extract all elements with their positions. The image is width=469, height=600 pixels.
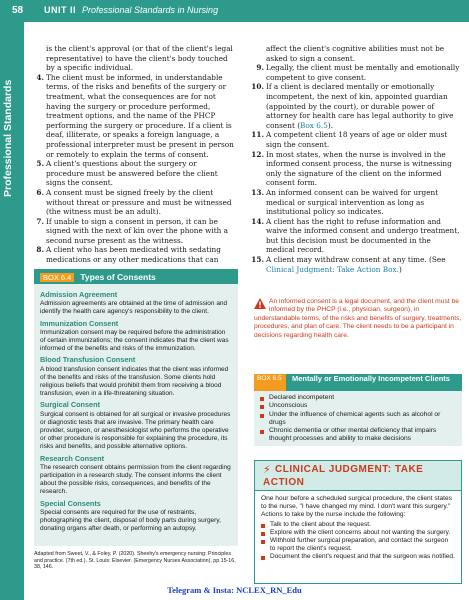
section-text: Surgical consent is obtained for all surgical or invasive procedures or diagnostic tests that are invasive. The primary health care provider, surgeon, or anesthesiologist who performs the operative or other procedure is responsible for explaining the procedure, its risks and benefits, and possible alternative options.: [40, 410, 231, 451]
list-item: [34, 73, 236, 159]
incompetent-list: [254, 391, 462, 444]
item-number: 11.: [251, 130, 264, 140]
page-header: [0, 0, 469, 22]
item-text-tail: ).: [327, 120, 334, 130]
item-text: Legally, the client must be mentally and emotionally competent to give consent.: [266, 63, 460, 82]
list-item: Withhold further surgical preparation, and contact the surgeon to report the client's request.: [261, 537, 455, 553]
list-item: [254, 63, 462, 82]
list-item: [34, 217, 236, 246]
item-number: 10.: [251, 82, 264, 92]
item-text: The client must be informed, in understandable terms, of the risks and benefits of the surgery or treatment, what the consequences are for not having the surgery or procedure performed, treatment options, and the name of the PHCP performing the surgery or procedure. If a client is deaf, illiterate, or speaks a foreign language, a professional interpreter must be present in person or remotely to explain the terms of consent.: [46, 72, 234, 159]
section-text: Special consents are required for the use of restraints, photographing the client, disposal of body parts during surgery, donating organs after death, or performing an autopsy.: [40, 508, 221, 533]
consent-rules-list: [34, 73, 236, 265]
continuation-text: is the client's approval (or that of the client's legal representative) to have the client's body touched by a specific individual.: [46, 44, 233, 73]
item-number: 9.: [256, 63, 264, 73]
box-6-5-link[interactable]: Box 6.5: [300, 120, 328, 130]
section-text: The research consent obtains permission from the client regarding participation in a research study. The consent informs the client about the possible risks, consequences, and benefits of the research.: [40, 463, 231, 496]
unit-label: UNIT II: [44, 5, 76, 15]
alert-note: [254, 298, 462, 340]
footer-watermark: Telegram & Insta: NCLEX_RN_Edu: [167, 585, 302, 595]
box-tag: BOX 6.4: [40, 273, 74, 282]
box-header: [255, 461, 461, 491]
box-title: Mentally or Emotionally Incompetent Clients: [292, 374, 450, 383]
item-number: 6.: [36, 187, 44, 197]
alert-text: An informed consent is a legal document, and the client must be informed by the PHCP (i.e., physician, surgeon), in understandable terms, of the risks and benefits of surgery, treatments, procedures, and plan of care. The client needs to be a participant in decisions regarding health care.: [254, 298, 462, 339]
section-heading: Admission Agreement: [40, 290, 118, 299]
list-item: [251, 149, 462, 188]
list-item: [34, 159, 236, 188]
clinical-judgment-link[interactable]: Clinical Judgment: Take Action Box.: [266, 264, 399, 274]
box-types-of-consents: [34, 269, 238, 546]
box-title-line1: CLINICAL JUDGMENT: TAKE: [275, 464, 424, 475]
right-column: [251, 44, 462, 274]
continuation-text: affect the client's cognitive abilities must not be asked to sign a consent.: [266, 44, 445, 63]
box-header: [34, 269, 238, 284]
box-title: Types of Consents: [80, 272, 156, 282]
item-number: 14.: [251, 216, 264, 226]
item-number: 8.: [36, 245, 44, 255]
list-item: [251, 130, 462, 149]
item-text: An informed consent can be waived for urgent medical or surgical intervention as long as institutional policy so indicates.: [266, 187, 439, 217]
list-item: Explore with the client concerns about not wanting the surgery.: [261, 529, 455, 537]
list-item: Talk to the client about the request.: [261, 521, 455, 529]
item-text: If unable to sign a consent in person, it can be signed with the next of kin over the phone with a second nurse present as the witness.: [46, 216, 229, 245]
list-item: [251, 187, 462, 217]
box-body: [34, 284, 238, 537]
box-title-line2: ACTION: [263, 477, 305, 488]
section-heading: Blood Transfusion Consent: [40, 355, 136, 365]
item-number: 12.: [251, 149, 264, 159]
warning-icon: [254, 298, 266, 309]
chapter-title: Professional Standards in Nursing: [82, 5, 219, 15]
section-heading: Research Consent: [40, 453, 105, 463]
list-item: [34, 188, 236, 217]
item-number: 15.: [251, 255, 264, 265]
item-text: A client who has been medicated with sedating medications or any other medications that can: [46, 245, 221, 265]
list-item: Document the client's request and that the surgeon was notified.: [261, 553, 455, 561]
list-item: [251, 255, 462, 274]
list-item: Declared incompetent: [260, 394, 456, 402]
item-text: In most states, when the nurse is involved in the informed consent process, the nurse is witnessing only the signature of the client on the informed consent form.: [266, 149, 452, 188]
section-text: Admission agreements are obtained at the time of admission and identify the health care agency's responsibility to the client.: [40, 300, 228, 316]
section-heading: Immunization Consent: [40, 318, 119, 328]
consent-rules-list: [251, 63, 462, 274]
section-text: Immunization consent may be required before the administration of certain immunizations; the consent indicates that the client was informed of the benefits and risks of the immunization.: [40, 328, 229, 353]
list-item: Chronic dementia or other mental deficiency that impairs thought processes and ability to make decisions: [260, 427, 456, 444]
item-text: A competent client 18 years of age or older must sign the consent.: [266, 130, 448, 149]
lightning-icon: ⚡: [263, 463, 271, 476]
scenario-text: One hour before a scheduled surgical procedure, the client states to the nurse, "I have changed my mind. I don't want this surgery." Actions to take by the nurse include the following:: [261, 495, 452, 519]
item-text: If a client is declared mentally or emotionally incompetent, the next of kin, appointed guardian (appointed by the court), or durable power of attorney for health care has legal authority to give consent (: [266, 82, 454, 130]
left-column: [34, 44, 236, 265]
list-item: [34, 245, 236, 264]
item-text: A client may withdraw consent at any time. (See: [266, 255, 446, 265]
page-number: 58: [12, 5, 24, 16]
item-text: A client has the right to refuse information and waive the informed consent and undergo treatment, but this decision must be documented in the medical record.: [266, 216, 460, 255]
box-body: [255, 491, 461, 565]
item-number: 5.: [36, 159, 44, 169]
item-number: 4.: [36, 72, 44, 82]
section-heading: Special Consents: [40, 498, 101, 508]
side-tab-label: Professional Standards: [2, 79, 14, 197]
box-incompetent-clients: [254, 374, 462, 446]
section-text: A blood transfusion consent indicates that the client was informed of the benefits and risks of the transfusion. Some clients hold religious beliefs that would prohibit them from receiving a blood transfusion, even in a life-threatening situation.: [40, 365, 229, 398]
action-list: [261, 520, 455, 561]
clinical-judgment-box: [254, 460, 462, 584]
section-heading: Surgical Consent: [40, 400, 101, 410]
list-item: [251, 216, 462, 255]
item-number: 7.: [36, 216, 44, 226]
box-tag: BOX 6.5: [254, 374, 286, 391]
reference-note: Adapted from Sweet, V., & Foley, P. (2020). Sheehy's emergency nursing: Principles and practice. (7th ed.). St. Louis: Elsevier. (Emergency Nurses Association), pp.15-16, 38, 146.: [34, 551, 236, 571]
list-item: Under the influence of chemical agents such as alcohol or drugs: [260, 411, 456, 428]
item-text-tail: ): [398, 264, 402, 274]
list-item: [251, 82, 462, 130]
side-tab: [0, 22, 24, 600]
item-text: A consent must be signed freely by the client without threat or pressure and must be witnessed (the witness must be an adult).: [46, 187, 232, 217]
item-number: 13.: [251, 187, 264, 197]
list-item: Unconscious: [260, 402, 456, 410]
box-header: [254, 374, 462, 391]
item-text: A client's questions about the surgery or procedure must be answered before the client signs the consent.: [46, 159, 218, 188]
